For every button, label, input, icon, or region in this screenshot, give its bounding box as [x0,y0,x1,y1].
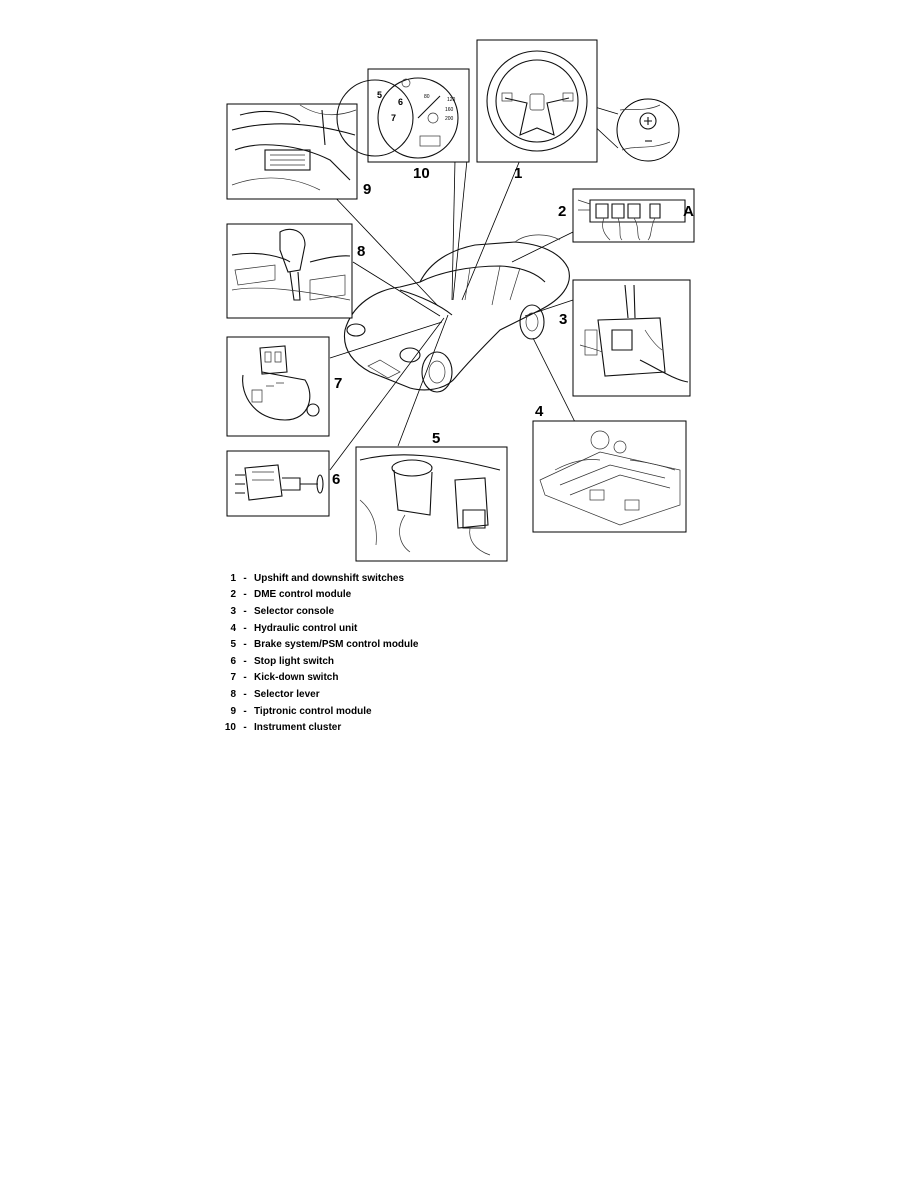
callout-10: 10 [413,165,430,182]
legend-item-text: Stop light switch [254,655,334,667]
legend-separator: - [243,655,247,667]
legend-item-text: Instrument cluster [254,722,342,734]
legend-item-number: 5 [230,639,236,651]
legend-separator: - [243,705,247,717]
legend-item-text: Upshift and downshift switches [254,572,405,584]
leader-8 [353,262,440,316]
speed-label-200: 200 [445,116,454,122]
callout-9: 9 [363,181,372,198]
callout-6: 6 [332,471,341,488]
legend-item [222,670,582,687]
leader-7 [330,322,442,358]
speed-label-80: 80 [424,94,430,100]
front-intake [368,360,400,378]
legend-item [222,703,582,720]
legend-item-text: Selector console [254,605,335,617]
box-7-kick-down-switch [227,337,329,436]
legend-item-number: 6 [230,655,236,667]
legend-item-text: Brake system/PSM control module [254,639,419,651]
callout-3: 3 [559,311,568,328]
box-1-upshift-downshift-switches [477,40,679,162]
legend-item [222,719,582,736]
legend-list [222,570,582,736]
legend-item-number: 8 [230,688,236,700]
legend-item-number: 10 [224,722,236,734]
callout-2: 2 [558,203,567,220]
tach-label-5: 5 [377,90,383,100]
car-roofline [420,266,545,282]
box-6-stop-light-switch [227,451,329,516]
leader-10b [453,150,468,300]
callout-4: 4 [535,403,544,420]
legend-separator: - [243,622,247,634]
legend-separator: - [243,672,247,684]
tach-label-6: 6 [398,97,404,107]
callout-1: 1 [514,165,523,182]
callout-8: 8 [357,243,366,260]
speed-label-160: 160 [445,107,454,113]
box-2-dme-control-module [573,189,694,242]
legend-item-text: Hydraulic control unit [254,622,358,634]
legend-item-number: 1 [230,572,236,584]
legend-item-number: 4 [230,622,236,634]
rear-spoiler [515,235,560,242]
box-5-brake-psm-control-module [356,447,507,561]
legend-item [222,653,582,670]
legend-item [222,603,582,620]
box-3-selector-console [573,280,690,396]
rear-wheel-hub [526,313,538,331]
legend-item [222,686,582,703]
legend-item-number: 2 [230,589,236,601]
speed-label-120: 120 [447,97,456,103]
right-headlight [400,348,420,362]
box-8-selector-lever [227,224,352,318]
legend-item [222,620,582,637]
legend-item-text: Selector lever [254,688,320,700]
legend-separator: - [243,572,247,584]
legend-separator: - [243,688,247,700]
legend-item-number: 3 [230,605,236,617]
front-wheel-hub [429,361,445,383]
legend-item [222,587,582,604]
legend-separator: - [243,639,247,651]
rear-wheel [520,305,544,339]
legend-separator: - [243,722,247,734]
callout-7: 7 [334,375,343,392]
left-headlight [347,324,365,336]
legend-item-number: 9 [230,705,236,717]
callout-detail-a: A [683,203,694,220]
legend-separator: - [243,589,247,601]
leader-10a [452,160,455,300]
legend-item [222,636,582,653]
legend-item-text: Tiptronic control module [254,705,372,717]
legend-item-number: 7 [230,672,236,684]
legend-item [222,570,582,587]
leader-1 [462,160,523,300]
legend-item-text: Kick-down switch [254,672,339,684]
legend-item-text: DME control module [254,589,352,601]
box-4-hydraulic-control-unit [533,421,686,532]
callout-5: 5 [432,430,441,447]
tach-label-7: 7 [391,113,397,123]
legend-separator: - [243,605,247,617]
